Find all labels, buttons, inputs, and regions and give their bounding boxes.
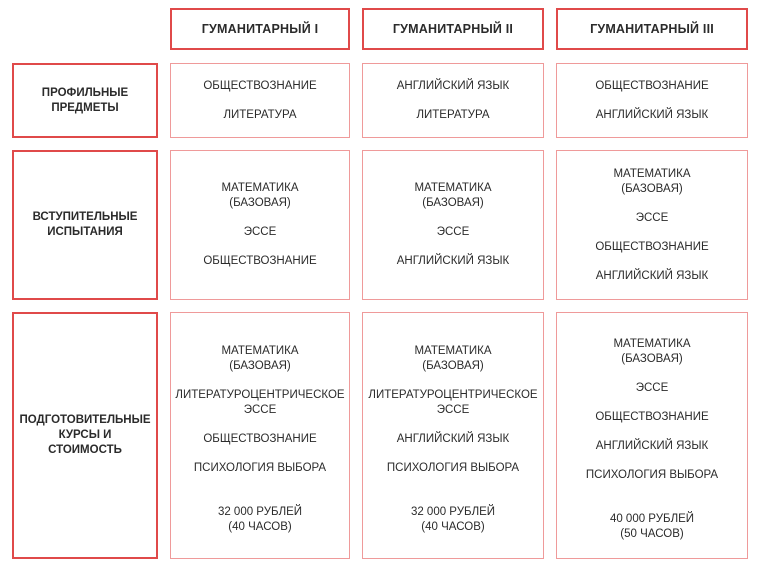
course-item: ЛИТЕРАТУРОЦЕНТРИЧЕСКОЕ ЭССЕ [368, 388, 538, 416]
subject-item: ЭССЕ [436, 226, 470, 238]
course-item: АНГЛИЙСКИЙ ЯЗЫК [396, 432, 510, 445]
cell-r2-c1 [170, 150, 350, 300]
column-header-2: ГУМАНИТАРНЫЙ II [362, 8, 544, 50]
cell-r1-c2 [362, 63, 544, 138]
course-item: ПСИХОЛОГИЯ ВЫБОРА [193, 461, 327, 474]
subject-item: АНГЛИЙСКИЙ ЯЗЫК [595, 108, 709, 121]
subject-item: ОБЩЕСТВОЗНАНИЕ [203, 79, 317, 92]
course-item: ОБЩЕСТВОЗНАНИЕ [595, 410, 709, 423]
subject-item: ЭССЕ [635, 211, 669, 224]
subject-item: МАТЕМАТИКА (БАЗОВАЯ) [414, 182, 492, 209]
subject-item: АНГЛИЙСКИЙ ЯЗЫК [396, 79, 510, 92]
row-label-prep-courses: ПОДГОТОВИТЕЛЬНЫЕ КУРСЫ И СТОИМОСТЬ [12, 312, 158, 559]
course-item: ПСИХОЛОГИЯ ВЫБОРА [386, 461, 520, 474]
cell-r2-c2 [362, 150, 544, 300]
subject-item: ЭССЕ [243, 226, 277, 238]
subject-item: ОБЩЕСТВОЗНАНИЕ [595, 79, 709, 92]
cell-r3-c1 [170, 312, 350, 559]
course-item: ЭССЕ [635, 381, 669, 394]
course-item: ПСИХОЛОГИЯ ВЫБОРА [585, 468, 719, 481]
row-label-profile-subjects: ПРОФИЛЬНЫЕ ПРЕДМЕТЫ [12, 63, 158, 138]
course-item: ОБЩЕСТВОЗНАНИЕ [203, 432, 317, 445]
column-header-1: ГУМАНИТАРНЫЙ I [170, 8, 350, 50]
subject-item: МАТЕМАТИКА (БАЗОВАЯ) [221, 182, 299, 209]
cell-r2-c3 [556, 150, 748, 300]
course-item: МАТЕМАТИКА (БАЗОВАЯ) [613, 337, 691, 365]
course-item: ЛИТЕРАТУРОЦЕНТРИЧЕСКОЕ ЭССЕ [175, 388, 345, 416]
cell-r3-c2 [362, 312, 544, 559]
price-text: 32 000 РУБЛЕЙ (40 ЧАСОВ) [410, 505, 496, 533]
subject-item: АНГЛИЙСКИЙ ЯЗЫК [396, 255, 510, 267]
subject-item: ЛИТЕРАТУРА [416, 108, 490, 121]
course-item: МАТЕМАТИКА (БАЗОВАЯ) [221, 344, 299, 372]
cell-r1-c1 [170, 63, 350, 138]
price-text: 32 000 РУБЛЕЙ (40 ЧАСОВ) [217, 505, 303, 533]
course-item: МАТЕМАТИКА (БАЗОВАЯ) [414, 344, 492, 372]
subject-item: МАТЕМАТИКА (БАЗОВАЯ) [613, 167, 691, 195]
cell-r1-c3 [556, 63, 748, 138]
price-text: 40 000 РУБЛЕЙ (50 ЧАСОВ) [609, 512, 695, 540]
row-label-entrance-exams: ВСТУПИТЕЛЬНЫЕ ИСПЫТАНИЯ [12, 150, 158, 300]
cell-r3-c3 [556, 312, 748, 559]
subject-item: АНГЛИЙСКИЙ ЯЗЫК [595, 269, 709, 282]
column-header-3: ГУМАНИТАРНЫЙ III [556, 8, 748, 50]
subject-item: ЛИТЕРАТУРА [223, 108, 297, 121]
subject-item: ОБЩЕСТВОЗНАНИЕ [203, 255, 317, 267]
course-item: АНГЛИЙСКИЙ ЯЗЫК [595, 439, 709, 452]
subject-item: ОБЩЕСТВОЗНАНИЕ [595, 240, 709, 253]
